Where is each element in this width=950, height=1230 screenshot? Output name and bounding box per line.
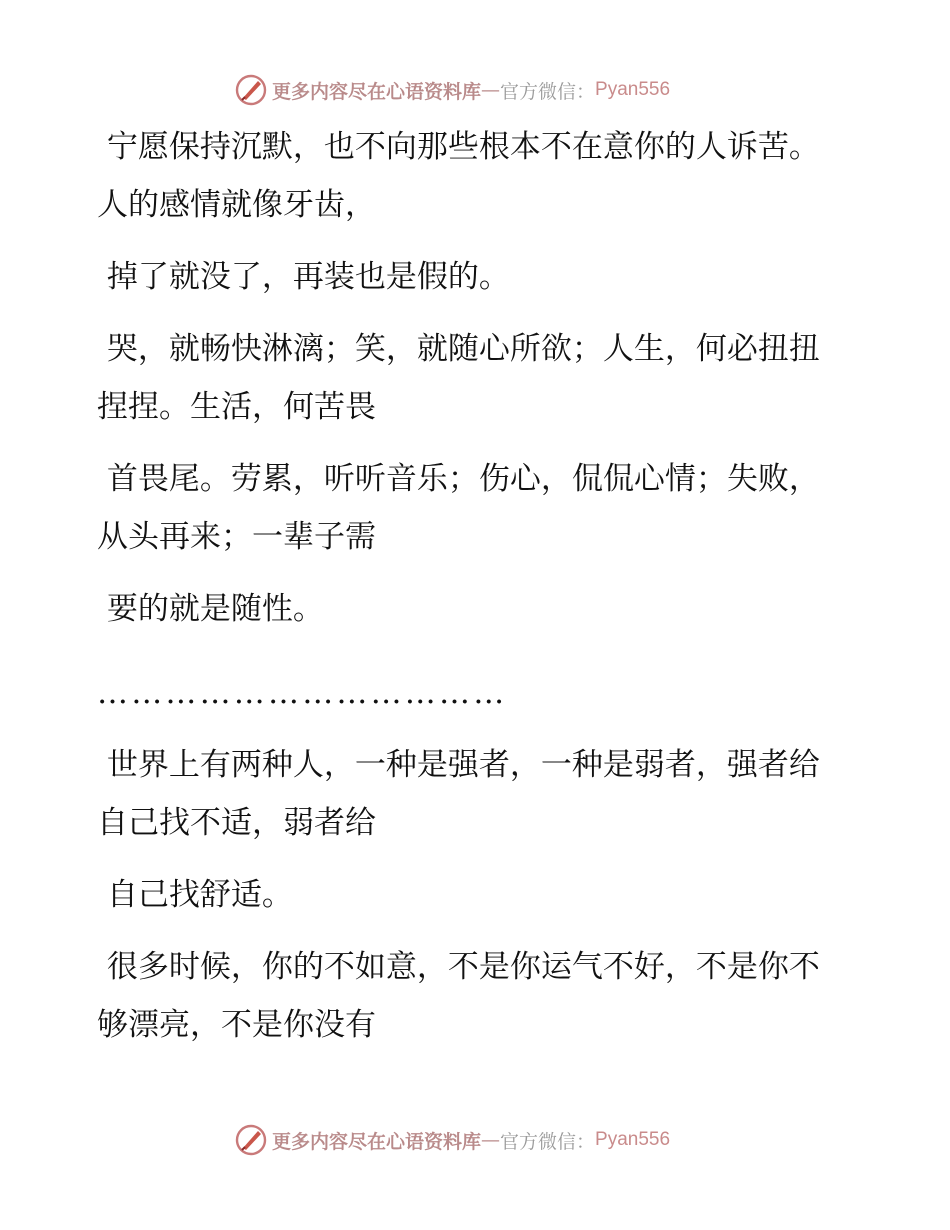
document-body <box>97 118 837 1054</box>
paragraph-1: 宁愿保持沉默，也不向那些根本不在意你的人诉苦。人的感情就像牙齿， <box>97 129 820 223</box>
quill-pen-logo-icon <box>234 1123 268 1157</box>
header-watermark <box>234 72 670 108</box>
footer-watermark <box>234 1122 670 1158</box>
watermark-separator: — <box>481 79 501 101</box>
paragraph-6: 世界上有两种人，一种是强者，一种是弱者，强者给自己找不适，弱者给 <box>97 747 820 841</box>
quill-pen-logo-icon <box>234 73 268 107</box>
watermark-label: 官方微信： <box>500 80 596 103</box>
paragraph-4: 首畏尾。劳累，听听音乐；伤心，侃侃心情；失败，从头再来；一辈子需 <box>97 461 820 555</box>
paragraph-8: 很多时候，你的不如意，不是你运气不好，不是你不够漂亮，不是你没有 <box>97 949 820 1043</box>
watermark-brand: 更多内容尽在心语资料库 <box>272 80 482 103</box>
paragraph-3: 哭，就畅快淋漓；笑，就随心所欲；人生，何必扭扭捏捏。生活，何苦畏 <box>97 331 820 425</box>
watermark-separator: — <box>481 1129 501 1151</box>
watermark-wechat-id: Pyan556 <box>595 79 671 100</box>
paragraph-7: 自己找舒适。 <box>97 877 293 913</box>
watermark-brand: 更多内容尽在心语资料库 <box>272 1130 482 1153</box>
dotted-divider: ……………………………… <box>97 675 508 711</box>
paragraph-5: 要的就是随性。 <box>97 591 324 627</box>
paragraph-2: 掉了就没了，再装也是假的。 <box>97 259 510 295</box>
watermark-label: 官方微信： <box>500 1130 596 1153</box>
watermark-wechat-id: Pyan556 <box>595 1129 671 1150</box>
